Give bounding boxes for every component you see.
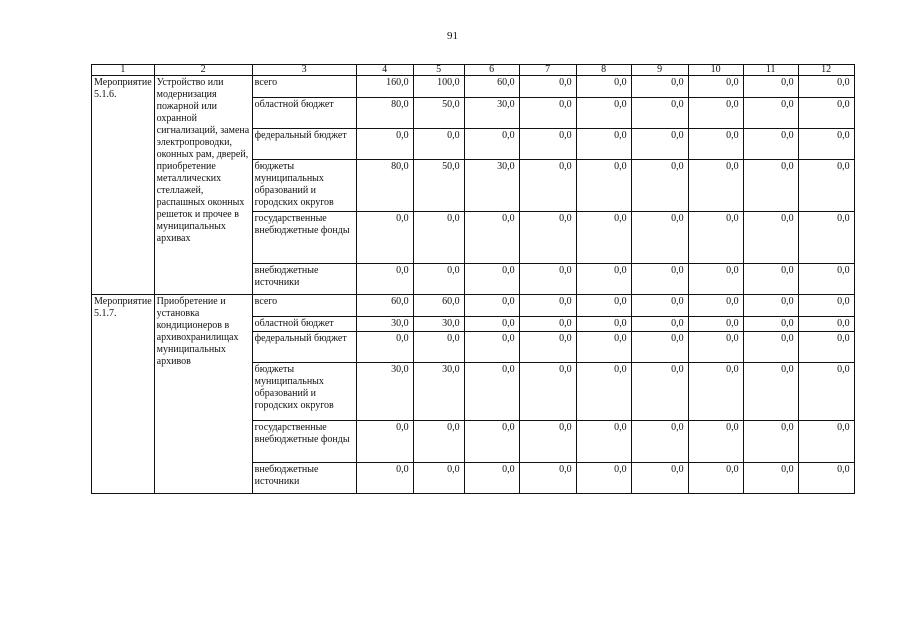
value-cell: 0,0 (356, 264, 413, 295)
value-cell: 0,0 (688, 129, 743, 160)
value-cell: 0,0 (743, 332, 798, 363)
page-number: 91 (447, 30, 458, 42)
measure-code: Мероприятие 5.1.6. (92, 76, 155, 295)
value-cell: 0,0 (631, 363, 688, 421)
value-cell: 0,0 (519, 264, 576, 295)
value-cell: 30,0 (464, 98, 519, 129)
funding-source: государственные внебюджетные фонды (252, 421, 356, 463)
value-cell: 0,0 (356, 421, 413, 463)
funding-source: всего (252, 295, 356, 317)
value-cell: 0,0 (413, 421, 464, 463)
value-cell: 0,0 (413, 332, 464, 363)
column-header: 9 (631, 65, 688, 76)
value-cell: 0,0 (798, 98, 854, 129)
value-cell: 0,0 (688, 98, 743, 129)
value-cell: 0,0 (631, 295, 688, 317)
column-header: 1 (92, 65, 155, 76)
value-cell: 0,0 (576, 264, 631, 295)
value-cell: 0,0 (688, 317, 743, 332)
value-cell: 30,0 (464, 160, 519, 212)
value-cell: 0,0 (631, 421, 688, 463)
value-cell: 0,0 (413, 264, 464, 295)
column-header: 3 (252, 65, 356, 76)
value-cell: 0,0 (743, 463, 798, 494)
value-cell: 50,0 (413, 98, 464, 129)
value-cell: 50,0 (413, 160, 464, 212)
funding-source: бюджеты муниципальных образований и городских округов (252, 363, 356, 421)
value-cell: 60,0 (356, 295, 413, 317)
value-cell: 30,0 (413, 317, 464, 332)
value-cell: 0,0 (798, 421, 854, 463)
column-header: 12 (798, 65, 854, 76)
value-cell: 0,0 (519, 76, 576, 98)
value-cell: 0,0 (519, 317, 576, 332)
value-cell: 0,0 (743, 98, 798, 129)
funding-source: внебюджетные источники (252, 264, 356, 295)
column-header: 4 (356, 65, 413, 76)
value-cell: 0,0 (631, 212, 688, 264)
value-cell: 0,0 (688, 76, 743, 98)
value-cell: 0,0 (743, 421, 798, 463)
value-cell: 0,0 (688, 363, 743, 421)
value-cell: 0,0 (631, 332, 688, 363)
funding-source: государственные внебюджетные фонды (252, 212, 356, 264)
value-cell: 0,0 (519, 129, 576, 160)
funding-source: бюджеты муниципальных образований и городских округов (252, 160, 356, 212)
value-cell: 0,0 (576, 317, 631, 332)
value-cell: 0,0 (356, 332, 413, 363)
value-cell: 0,0 (576, 332, 631, 363)
value-cell: 0,0 (798, 295, 854, 317)
value-cell: 0,0 (356, 212, 413, 264)
value-cell: 0,0 (798, 363, 854, 421)
value-cell: 0,0 (688, 421, 743, 463)
measure-name: Устройство или модернизация пожарной или охранной сигнализаций, замена электропроводки, оконных рам, дверей, приобретение металлических стеллажей, распашных оконных решеток и прочее в муниципальных архивах (154, 76, 252, 295)
funding-table (91, 64, 855, 494)
value-cell: 0,0 (576, 363, 631, 421)
value-cell: 0,0 (464, 332, 519, 363)
funding-source: федеральный бюджет (252, 129, 356, 160)
value-cell: 0,0 (464, 463, 519, 494)
value-cell: 0,0 (631, 317, 688, 332)
value-cell: 0,0 (743, 212, 798, 264)
column-header: 6 (464, 65, 519, 76)
value-cell: 0,0 (464, 129, 519, 160)
value-cell: 60,0 (413, 295, 464, 317)
value-cell: 0,0 (413, 129, 464, 160)
value-cell: 0,0 (631, 129, 688, 160)
value-cell: 0,0 (688, 212, 743, 264)
column-header: 11 (743, 65, 798, 76)
value-cell: 0,0 (631, 160, 688, 212)
value-cell: 0,0 (631, 264, 688, 295)
funding-source: внебюджетные источники (252, 463, 356, 494)
value-cell: 0,0 (743, 160, 798, 212)
value-cell: 0,0 (743, 76, 798, 98)
value-cell: 60,0 (464, 76, 519, 98)
value-cell: 0,0 (413, 463, 464, 494)
value-cell: 0,0 (576, 76, 631, 98)
funding-source: всего (252, 76, 356, 98)
value-cell: 0,0 (743, 295, 798, 317)
column-header: 5 (413, 65, 464, 76)
measure-code: Мероприятие 5.1.7. (92, 295, 155, 494)
value-cell: 0,0 (688, 463, 743, 494)
value-cell: 0,0 (631, 98, 688, 129)
value-cell: 0,0 (576, 295, 631, 317)
value-cell: 0,0 (519, 363, 576, 421)
table-row (92, 295, 855, 317)
column-header: 2 (154, 65, 252, 76)
funding-source: областной бюджет (252, 98, 356, 129)
value-cell: 0,0 (464, 295, 519, 317)
value-cell: 0,0 (519, 160, 576, 212)
value-cell: 0,0 (743, 363, 798, 421)
column-header: 10 (688, 65, 743, 76)
value-cell: 0,0 (519, 295, 576, 317)
value-cell: 0,0 (356, 463, 413, 494)
value-cell: 0,0 (688, 332, 743, 363)
value-cell: 0,0 (464, 317, 519, 332)
value-cell: 0,0 (631, 76, 688, 98)
value-cell: 0,0 (356, 129, 413, 160)
value-cell: 0,0 (688, 295, 743, 317)
header-row (92, 65, 855, 76)
value-cell: 100,0 (413, 76, 464, 98)
value-cell: 0,0 (743, 317, 798, 332)
value-cell: 0,0 (576, 160, 631, 212)
value-cell: 0,0 (519, 421, 576, 463)
value-cell: 0,0 (576, 129, 631, 160)
value-cell: 0,0 (519, 463, 576, 494)
value-cell: 0,0 (464, 363, 519, 421)
value-cell: 0,0 (743, 264, 798, 295)
table-row (92, 76, 855, 98)
value-cell: 30,0 (413, 363, 464, 421)
value-cell: 0,0 (798, 463, 854, 494)
value-cell: 0,0 (798, 317, 854, 332)
value-cell: 80,0 (356, 160, 413, 212)
value-cell: 0,0 (464, 421, 519, 463)
value-cell: 0,0 (464, 212, 519, 264)
value-cell: 0,0 (413, 212, 464, 264)
value-cell: 0,0 (798, 332, 854, 363)
value-cell: 0,0 (798, 212, 854, 264)
value-cell: 0,0 (688, 264, 743, 295)
value-cell: 0,0 (798, 160, 854, 212)
value-cell: 30,0 (356, 317, 413, 332)
value-cell: 0,0 (576, 98, 631, 129)
value-cell: 0,0 (798, 129, 854, 160)
value-cell: 0,0 (798, 76, 854, 98)
value-cell: 0,0 (743, 129, 798, 160)
value-cell: 0,0 (576, 212, 631, 264)
value-cell: 0,0 (519, 212, 576, 264)
value-cell: 0,0 (464, 264, 519, 295)
measure-name: Приобретение и установка кондиционеров в архивохранилищах муниципальных архивов (154, 295, 252, 494)
value-cell: 80,0 (356, 98, 413, 129)
column-header: 7 (519, 65, 576, 76)
value-cell: 160,0 (356, 76, 413, 98)
column-header: 8 (576, 65, 631, 76)
value-cell: 0,0 (519, 98, 576, 129)
value-cell: 0,0 (576, 463, 631, 494)
value-cell: 0,0 (798, 264, 854, 295)
funding-source: федеральный бюджет (252, 332, 356, 363)
value-cell: 0,0 (519, 332, 576, 363)
funding-source: областной бюджет (252, 317, 356, 332)
value-cell: 0,0 (688, 160, 743, 212)
value-cell: 0,0 (576, 421, 631, 463)
value-cell: 0,0 (631, 463, 688, 494)
value-cell: 30,0 (356, 363, 413, 421)
